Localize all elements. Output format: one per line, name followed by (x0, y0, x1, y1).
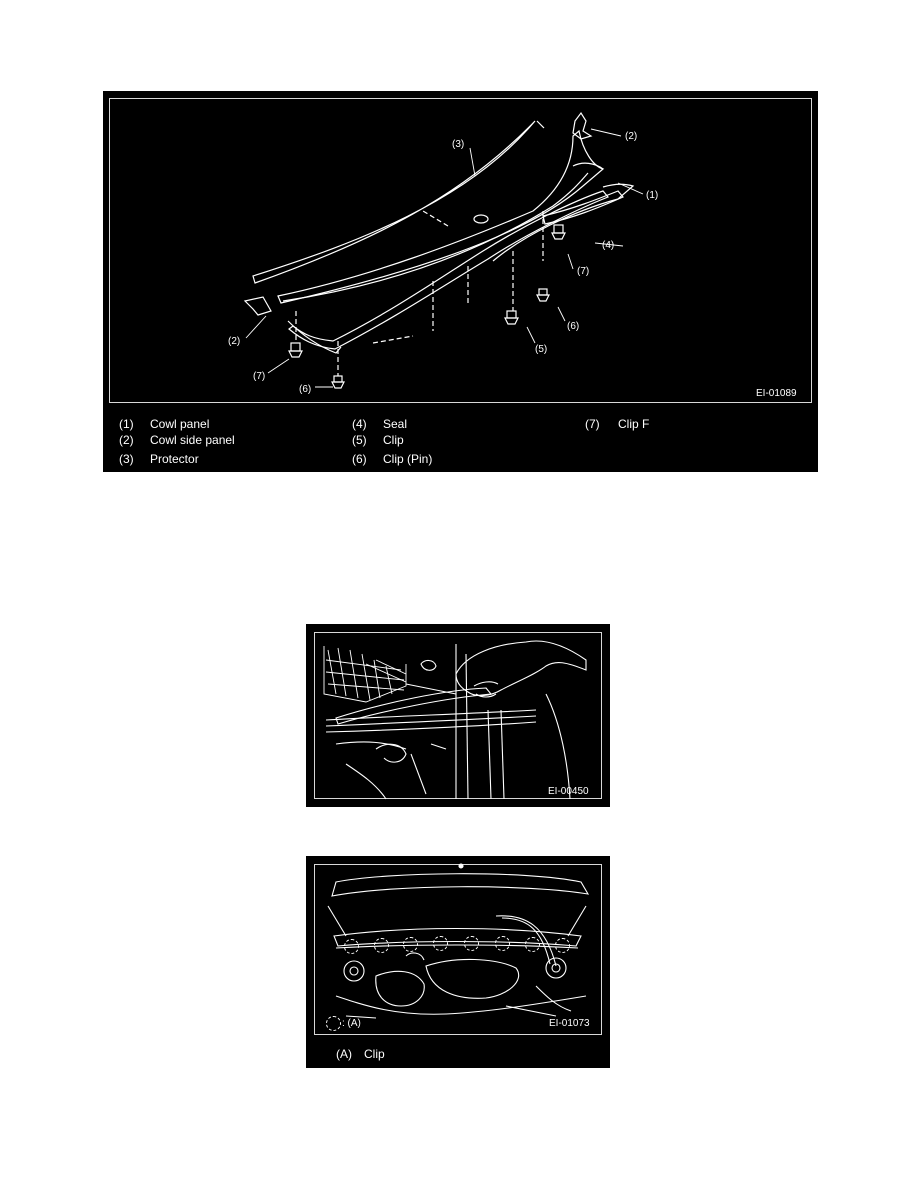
legend-num: (4) (352, 417, 367, 431)
legend-num: (1) (119, 417, 134, 431)
callout-2-right: (2) (625, 131, 638, 142)
callout-3: (3) (452, 139, 465, 150)
legend-label: Cowl panel (150, 417, 210, 431)
seal-strip (336, 688, 491, 724)
cowl-side-panel-left (245, 297, 271, 315)
engine-bay-clip-drawing (306, 856, 610, 1068)
hood (332, 874, 588, 896)
clip-pin-6-right (537, 289, 549, 301)
legend-num: (A) (336, 1047, 352, 1061)
legend-label: Cowl side panel (150, 433, 235, 447)
figure-code: EI-01073 (549, 1018, 590, 1029)
hand-pulling-seal-drawing (306, 624, 610, 807)
cowl-side-panel-right (573, 113, 591, 139)
callout-4: (4) (602, 240, 615, 251)
legend-label: Seal (383, 417, 408, 431)
legend-num: (5) (352, 433, 367, 447)
clip-marker (344, 939, 359, 954)
callout-6-left: (6) (299, 384, 312, 395)
legend-num: (6) (352, 452, 367, 466)
cowl-grille (324, 646, 406, 702)
legend-label: Clip (Pin) (383, 452, 433, 466)
clip-7-right (552, 225, 565, 239)
clip-marker (464, 936, 479, 951)
figure-code: EI-01089 (756, 388, 797, 399)
callout-7-left: (7) (253, 371, 266, 382)
protector-part (253, 121, 535, 283)
callout-7-right: (7) (577, 266, 590, 277)
legend-num: (2) (119, 433, 134, 447)
clip-pin-6-left (332, 376, 344, 388)
hand (456, 641, 586, 696)
legend-num: (7) (585, 417, 600, 431)
clip-5 (505, 311, 518, 324)
clip-marker (525, 937, 540, 952)
clip-marker (403, 937, 418, 952)
clip-locations-figure (306, 856, 610, 1068)
inset-key-label: : (A) (342, 1018, 361, 1029)
figure-code: EI-00450 (548, 786, 589, 797)
legend-label: Clip F (618, 417, 650, 431)
clip-marker (433, 936, 448, 951)
seal-removal-figure (306, 624, 610, 807)
clip-marker (555, 938, 570, 953)
clip-marker (374, 938, 389, 953)
clip-key-marker (326, 1016, 341, 1031)
legend-label: Clip (383, 433, 404, 447)
legend-label: Protector (150, 452, 199, 466)
callout-2-left: (2) (228, 336, 241, 347)
callout-5: (5) (535, 344, 548, 355)
clip-7-left (289, 343, 302, 357)
callout-1: (1) (646, 190, 659, 201)
callout-6-right: (6) (567, 321, 580, 332)
cowl-panel-part (278, 131, 603, 303)
legend-num: (3) (119, 452, 134, 466)
exploded-view-figure (103, 91, 818, 472)
clip-marker (495, 936, 510, 951)
legend-label: Clip (364, 1047, 385, 1061)
